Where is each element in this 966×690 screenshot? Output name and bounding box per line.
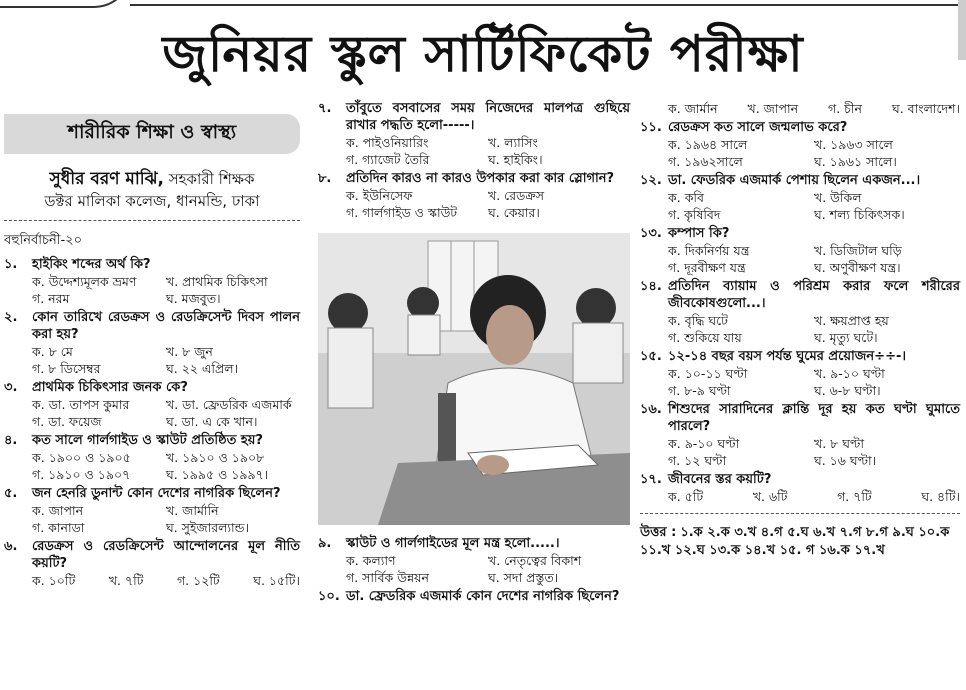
question-10-options: ক. জার্মান খ. জাপান গ. চীন ঘ. বাংলাদেশ। bbox=[668, 101, 960, 116]
question-14: ১৪. প্রতিদিন ব্যায়াম ও পরিশ্রম করার ফলে শরীরের জীবকোষগুলো...। ক. বৃদ্ধি ঘটে খ. ক্ষয়প্রাপ্ত হয় গ. শুকিয়ে যায় ঘ. মৃত্যু ঘটে। bbox=[640, 279, 960, 345]
subject-banner: শারীরিক শিক্ষা ও স্বাস্থ্য bbox=[4, 114, 300, 154]
answer-key-text: ১.ক ২.ক ৩.খ ৪.গ ৫.ঘ ৬.খ ৭.গ ৮.গ ৯.ঘ ১০.ক ১১.খ ১২.ঘ ১৩.ক ১৪.খ ১৫. গ ১৬.ক ১৭.খ bbox=[640, 525, 950, 558]
question-11: ১১. রেডক্রস কত সালে জন্মলাভ করে? ক. ১৯৬৪ সালে খ. ১৯৬৩ সালে গ. ১৯৬২সালে ঘ. ১৯৬১ সালে। bbox=[640, 120, 897, 169]
answer-key-label: উত্তর : bbox=[640, 525, 677, 540]
divider bbox=[4, 220, 300, 221]
question-12: ১২. ডা. ফেডরিক এজমার্ক পেশায় ছিলেন একজন...। ক. কবি খ. উকিল গ. কৃষিবিদ ঘ. শল্য চিকিৎসক। bbox=[640, 173, 921, 222]
question-5: ৫. জন হেনরি ডুনান্ট কোন দেশের নাগরিক ছিলেন? ক. জাপান খ. জার্মানি গ. কানাডা ঘ. সুইজারল্যান্ড। bbox=[4, 486, 281, 535]
page-title: জুনিয়র স্কুল সার্টিফিকেট পরীক্ষা bbox=[162, 24, 804, 83]
question-8: ৮. প্রতিদিন কারও না কারও উপকার করা কার স্লোগান? ক. ইউনিসেফ খ. রেডক্রস গ. গার্লগাইড ও স্কাউট ঘ. কেয়ার। bbox=[318, 171, 615, 220]
question-13: ১৩. কম্পাস কি? ক. দিকনির্ণয় যন্ত্র খ. ডিজিটাল ঘড়ি গ. দূরবীক্ষণ যন্ত্র ঘ. অণুবীক্ষণ যন্ত্র। bbox=[640, 226, 902, 275]
author-institution: ডক্টর মালিকা কলেজ, ধানমন্ডি, ঢাকা bbox=[44, 192, 260, 210]
question-17: ১৭. জীবনের স্তর কয়টি? ক. ৫টি খ. ৬টি গ. ৭টি ঘ. ৪টি। bbox=[640, 472, 960, 504]
column-left bbox=[4, 114, 300, 591]
question-4: ৪. কত সালে গার্লগাইড ও স্কাউট প্রতিষ্ঠিত হয়? ক. ১৯০০ ও ১৯০৫ খ. ১৯১০ ও ১৯০৮ গ. ১৯১০ ও ১৯০৭ ঘ. ১৯৯৫ ও ১৯৯৭। bbox=[4, 433, 269, 482]
answer-key bbox=[640, 524, 960, 560]
author-name: সুধীর বরণ মাঝি, bbox=[49, 169, 164, 189]
question-9: ৯. স্কাউট ও গার্লগাইডের মূল মন্ত্র হলো.....। ক. কল্যাণ খ. নেতৃত্বের বিকাশ গ. সার্বিক উন্নয়ন ঘ. সদা প্রস্তুত। bbox=[318, 536, 582, 585]
author-role: সহকারী শিক্ষক bbox=[168, 170, 255, 188]
question-10: ১০. ডা. ফ্রেডরিক এজমার্ক কোন দেশের নাগরিক ছিলেন? bbox=[318, 589, 620, 604]
top-border bbox=[0, 0, 966, 10]
question-1: ১. হাইকিং শব্দের অর্থ কি? ক. উদ্দেশ্যমূলক ভ্রমণ খ. প্রাথমিক চিকিৎসা গ. নরম ঘ. মজবুত। bbox=[4, 257, 268, 306]
students-writing-exam-photo bbox=[318, 233, 630, 525]
question-7: ৭. তাঁবুতে বসবাসের সময় নিজেদের মালপত্র গুছিয়ে রাখার পদ্ধতি হলো-----। ক. পাইওনিয়ারিং খ. ল্যাসিং গ. গ্যাজেট তৈরি ঘ. হাইকিং। bbox=[318, 101, 630, 167]
answers-divider bbox=[640, 513, 960, 514]
section-heading: বহুনির্বাচনী-২০ bbox=[4, 233, 83, 248]
author-block bbox=[4, 168, 300, 212]
column-right bbox=[640, 100, 960, 560]
question-15: ১৫. ১২-১৪ বছর বয়স পর্যন্ত ঘুমের প্রয়োজন÷÷-। ক. ১০-১১ ঘণ্টা খ. ৯-১০ ঘণ্টা গ. ৮-৯ ঘণ্টা ঘ. ৬-৮ ঘণ্টা। bbox=[640, 349, 907, 398]
question-2: ২. কোন তারিখে রেডক্রস ও রেডক্রিসেন্ট দিবস পালন করা হয়? ক. ৮ মে খ. ৮ জুন গ. ৮ ডিসেম্বর ঘ. ২২ এপ্রিল। bbox=[4, 310, 300, 376]
question-6: ৬. রেডক্রস ও রেডক্রিসেন্ট আন্দোলনের মূল নীতি কয়টি? ক. ১০টি খ. ৭টি গ. ১২টি ঘ. ১৫টি। bbox=[4, 539, 300, 588]
column-middle bbox=[318, 100, 630, 607]
question-3: ৩. প্রাথমিক চিকিৎসার জনক কে? ক. ডা. তাপস কুমার খ. ডা. ফ্রেডরিক এজমার্ক গ. ডা. ফয়েজ ঘ. ডা. এ কে খান। bbox=[4, 380, 292, 429]
question-16: ১৬. শিশুদের সারাদিনের ক্লান্তি দূর হয় কত ঘণ্টা ঘুমাতে পারলে? ক. ৯-১০ ঘণ্টা খ. ৮ ঘণ্টা গ. ১২ ঘণ্টা ঘ. ১৬ ঘণ্টা। bbox=[640, 402, 960, 468]
